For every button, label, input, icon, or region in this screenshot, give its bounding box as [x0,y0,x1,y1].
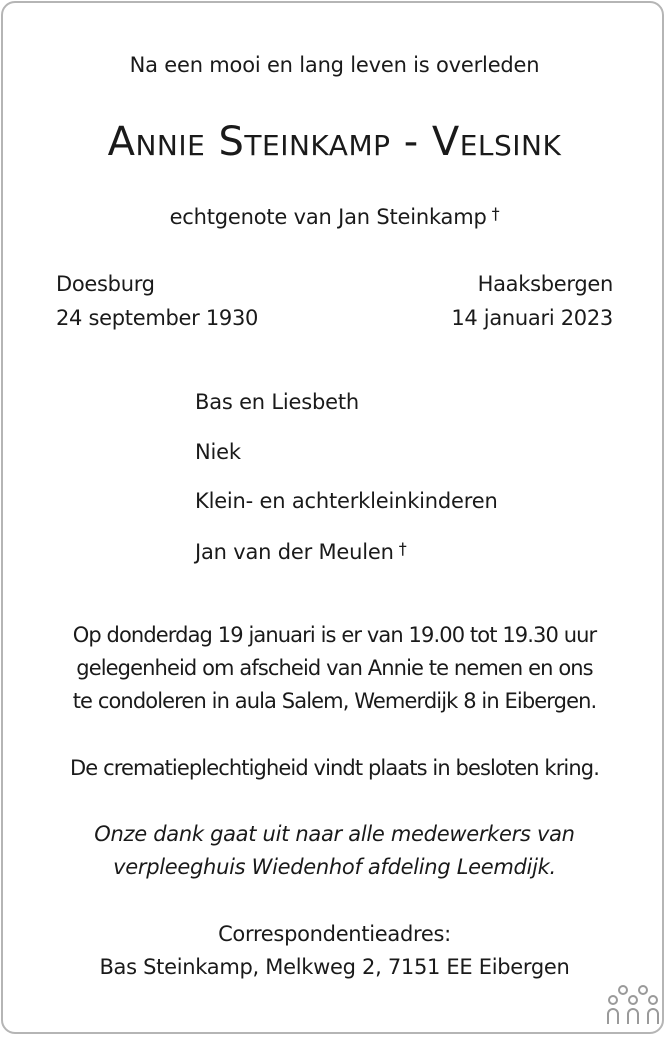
people-group-icon [606,982,660,1026]
farewell-line: te condoleren in aula Salem, Wemerdijk 8 in Eibergen. [72,689,597,713]
cremation-text: De crematieplechtigheid vindt plaats in besloten kring. [70,756,599,780]
family-member-line [195,539,407,564]
cross-icon: † [491,204,500,223]
birth-date: 24 september 1930 [56,306,259,330]
farewell-line: Op donderdag 19 januari is er van 19.00 tot 19.30 uur [72,623,597,647]
thanks-line: verpleeghuis Wiedenhof afdeling Leemdijk. [113,855,556,879]
spouse-text: echtgenote van Jan Steinkamp [169,205,487,229]
family-member: Jan van der Meulen [195,540,394,564]
correspondence-label: Correspondentieadres: [218,922,451,946]
spouse-line [0,204,669,229]
family-member: Niek [195,440,241,464]
birth-place: Doesburg [56,272,155,296]
family-member: Klein- en achterkleinkinderen [195,489,498,513]
farewell-line: gelegenheid om afscheid van Annie te nemen en ons [76,656,593,680]
family-member: Bas en Liesbeth [195,390,359,414]
correspondence-address: Bas Steinkamp, Melkweg 2, 7151 EE Eibergen [99,955,570,979]
death-date: 14 januari 2023 [451,306,613,330]
intro-text: Na een mooi en lang leven is overleden [129,53,540,77]
death-place: Haaksbergen [477,272,613,296]
deceased-name: Annie Steinkamp - Velsink [107,119,562,165]
thanks-line: Onze dank gaat uit naar alle medewerkers van [94,822,575,846]
cross-icon: † [398,539,407,558]
